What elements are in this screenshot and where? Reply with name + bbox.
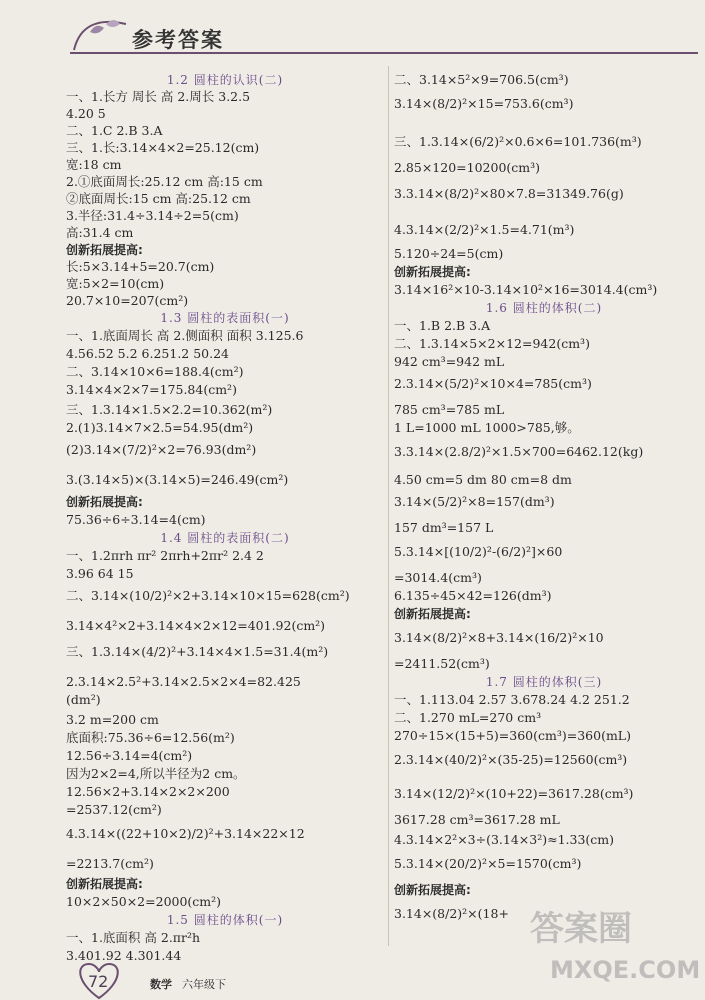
answer-line: 2.(1)3.14×7×2.5=54.95(dm²)	[66, 420, 254, 435]
answer-line: 3.3.14×(8/2)²×80×7.8=31349.76(g)	[394, 186, 624, 201]
answer-line: 3.(3.14×5)×(3.14×5)=246.49(cm²)	[66, 472, 289, 487]
extension-heading: 创新拓展提高:	[394, 883, 471, 897]
answer-line: 20.7×10=207(cm²)	[66, 293, 189, 308]
answer-line: 2.3.14×(5/2)²×10×4=785(cm³)	[394, 376, 592, 391]
answer-line: 10×2×50×2=2000(cm²)	[66, 894, 222, 909]
answer-line: 942 cm³=942 mL	[394, 354, 505, 369]
answer-line: 4.3.14×2²×3÷(3.14×3²)≈1.33(cm)	[394, 832, 615, 847]
answer-line: 二、1.270 mL=270 cm³	[394, 710, 542, 725]
answer-line: 4.56.52 5.2 6.251.2 50.24	[66, 346, 230, 361]
section-heading: 1.2 圆柱的认识(二)	[166, 73, 284, 87]
extension-heading: 创新拓展提高:	[66, 495, 143, 509]
answer-line: 3.14×(12/2)²×(10+22)=3617.28(cm³)	[394, 786, 634, 801]
svg-text:答案圈: 答案圈	[530, 909, 632, 949]
answer-line: 3.3.14×(2.8/2)²×1.5×700=6462.12(kg)	[394, 444, 644, 459]
answer-line: 一、1.底面周长 高 2.侧面积 面积 3.125.6	[66, 328, 304, 343]
answer-line: 75.36÷6÷3.14=4(cm)	[66, 512, 206, 527]
svg-text:MXQE.COM: MXQE.COM	[550, 956, 700, 984]
column-divider	[388, 66, 389, 946]
answer-line: 长:5×3.14+5=20.7(cm)	[66, 259, 215, 274]
section-heading: 1.7 圆柱的体积(三)	[485, 675, 603, 689]
answer-line: 二、1.C 2.B 3.A	[66, 123, 163, 138]
answer-line: 5.120÷24=5(cm)	[394, 246, 504, 261]
vine-decoration-icon	[70, 14, 130, 54]
answer-line: 一、1.2πrh πr² 2πrh+2πr² 2.4 2	[66, 548, 264, 563]
answer-line: 3.14×4×2×7=175.84(cm²)	[66, 382, 237, 397]
extension-heading: 创新拓展提高:	[394, 607, 471, 621]
answer-line: ②底面周长:15 cm 高:25.12 cm	[66, 191, 251, 206]
answer-line: 3.2 m=200 cm	[66, 712, 159, 727]
answer-line: 二、3.14×10×6=188.4(cm²)	[66, 364, 244, 379]
answer-line: 三、1.3.14×(6/2)²×0.6×6=101.736(m³)	[394, 134, 642, 149]
answer-line: 2.85×120=10200(cm³)	[394, 160, 541, 175]
extension-heading: 创新拓展提高:	[66, 877, 143, 891]
answer-line: =2537.12(cm²)	[66, 802, 162, 817]
answer-line: 三、1.3.14×(4/2)²+3.14×4×1.5=31.4(m²)	[66, 644, 329, 659]
extension-heading: 创新拓展提高:	[394, 265, 471, 279]
answer-line: 二、3.14×5²×9=706.5(cm³)	[394, 72, 569, 87]
page-footer	[0, 962, 705, 1000]
answer-line: 3.14×(8/2)²×15=753.6(cm³)	[394, 96, 574, 111]
answer-line: 因为2×2=4,所以半径为2 cm。	[66, 766, 246, 781]
footer-grade: 六年级下	[182, 978, 226, 991]
answer-line: =2411.52(cm³)	[394, 656, 490, 671]
answer-line: (2)3.14×(7/2)²×2=76.93(dm²)	[66, 442, 257, 457]
answer-line: 二、1.3.14×5×2×12=942(cm³)	[394, 336, 590, 351]
answer-line: 2.3.14×2.5²+3.14×2.5×2×4=82.425	[66, 674, 301, 689]
answer-line: (dm²)	[66, 692, 101, 707]
extension-heading: 创新拓展提高:	[66, 243, 143, 257]
section-heading: 1.3 圆柱的表面积(一)	[160, 311, 290, 325]
answer-line: 5.3.14×[(10/2)²-(6/2)²]×60	[394, 544, 563, 559]
answer-line: 3.401.92 4.301.44	[66, 948, 182, 963]
answer-line: 3.96 64 15	[66, 566, 134, 581]
answer-line: 4.50 cm=5 dm 80 cm=8 dm	[394, 472, 572, 487]
footer-subject: 数学	[150, 978, 172, 991]
answer-line: 高:31.4 cm	[66, 225, 134, 240]
answer-line: 3.14×(5/2)²×8=157(dm³)	[394, 494, 555, 509]
answer-line: 1 L=1000 mL 1000>785,够。	[394, 420, 580, 435]
answer-line: 3.半径:31.4÷3.14÷2=5(cm)	[66, 208, 239, 223]
answer-line: 4.20 5	[66, 106, 106, 121]
answer-line: 3.14×4²×2+3.14×4×2×12=401.92(cm²)	[66, 618, 326, 633]
answer-line: =2213.7(cm²)	[66, 856, 154, 871]
answer-line: 6.135÷45×42=126(dm³)	[394, 588, 552, 603]
section-heading: 1.4 圆柱的表面积(二)	[160, 531, 290, 545]
answer-line: 宽:5×2=10(cm)	[66, 276, 165, 291]
header-divider	[70, 52, 698, 54]
answer-line: 3.14×16²×10-3.14×10²×16=3014.4(cm³)	[394, 282, 658, 297]
answer-line: 3.14×(8/2)²×8+3.14×(16/2)²×10	[394, 630, 604, 645]
answer-line: 12.56÷3.14=4(cm²)	[66, 748, 193, 763]
answer-line: 一、1.113.04 2.57 3.678.24 4.2 251.2	[394, 692, 630, 707]
page-number: 72	[88, 972, 109, 991]
answer-line: 2.①底面周长:25.12 cm 高:15 cm	[66, 174, 263, 189]
section-heading: 1.5 圆柱的体积(一)	[166, 913, 284, 927]
answer-line: 2.3.14×(40/2)²×(35-25)=12560(cm³)	[394, 752, 628, 767]
answer-line: 宽:18 cm	[66, 157, 122, 172]
answer-line: 785 cm³=785 mL	[394, 402, 505, 417]
answer-line: 底面积:75.36÷6=12.56(m²)	[66, 730, 235, 745]
answer-line: 270÷15×(15+5)=360(cm³)=360(mL)	[394, 728, 631, 743]
answer-line: 3.14×(8/2)²×(18+	[394, 906, 509, 921]
answer-line: 5.3.14×(20/2)²×5=1570(cm³)	[394, 856, 582, 871]
answer-line: 二、3.14×(10/2)²×2+3.14×10×15=628(cm²)	[66, 588, 350, 603]
answer-line: 4.3.14×(2/2)²×1.5=4.71(m³)	[394, 222, 575, 237]
page-header	[0, 0, 705, 58]
answer-line: 157 dm³=157 L	[394, 520, 494, 535]
section-heading: 1.6 圆柱的体积(二)	[485, 301, 603, 315]
answer-line: 三、1.长:3.14×4×2=25.12(cm)	[66, 140, 260, 155]
answer-line: 一、1.长方 周长 高 2.周长 3.2.5	[66, 89, 251, 104]
answer-line: 12.56×2+3.14×2×2×200	[66, 784, 230, 799]
answer-line: 一、1.底面积 高 2.πr²h	[66, 930, 201, 945]
answer-line: 3617.28 cm³=3617.28 mL	[394, 812, 560, 827]
answer-line: 三、1.3.14×1.5×2.2=10.362(m²)	[66, 402, 273, 417]
answer-line: 4.3.14×((22+10×2)/2)²+3.14×22×12	[66, 826, 305, 841]
answer-line: =3014.4(cm³)	[394, 570, 482, 585]
page-title: 参考答案	[132, 27, 224, 52]
answer-line: 一、1.B 2.B 3.A	[394, 318, 491, 333]
